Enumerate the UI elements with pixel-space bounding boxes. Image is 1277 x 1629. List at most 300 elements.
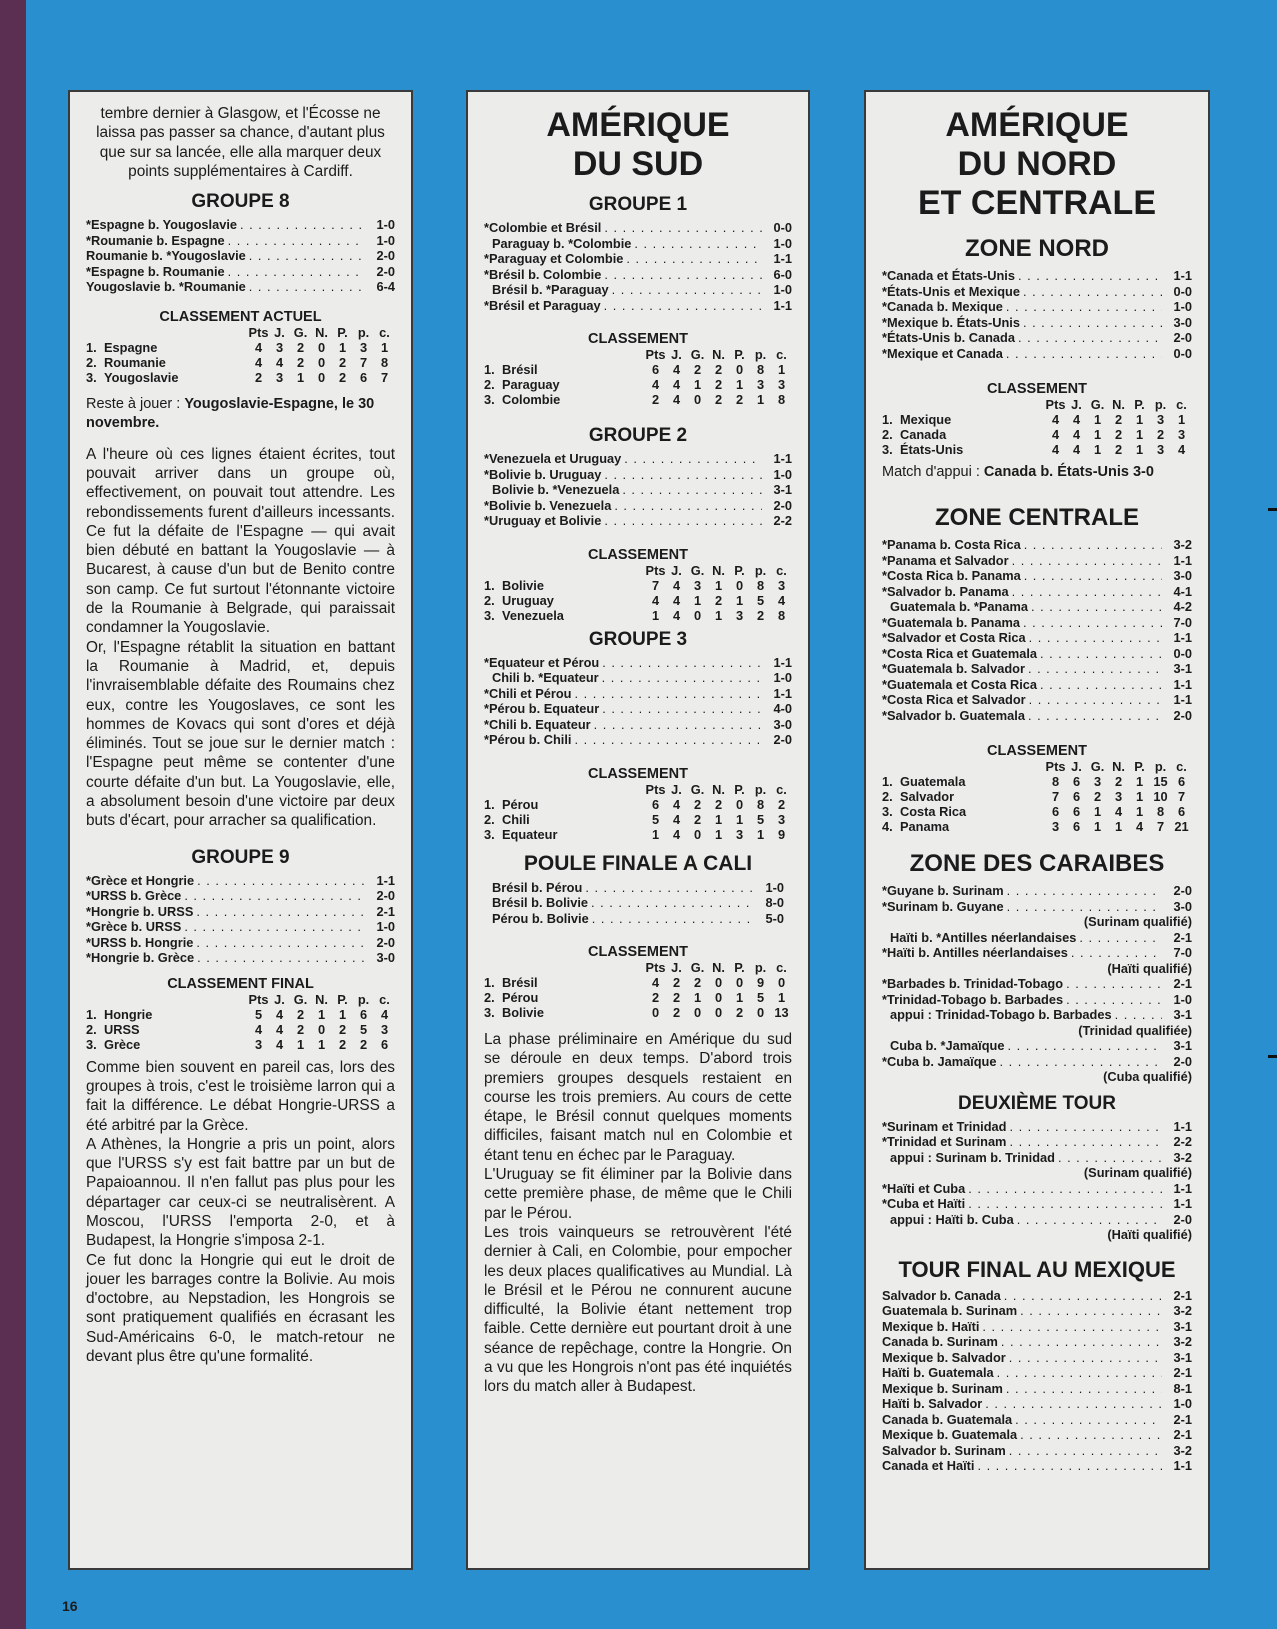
result-row: [882, 692, 1192, 708]
team-cell: [86, 370, 248, 385]
stat-cell: 8: [756, 577, 765, 593]
stat-cell: 6: [651, 362, 660, 377]
team-cell: [484, 1005, 645, 1020]
match-score: 3-2: [1173, 1334, 1192, 1349]
stat-cell: 4: [672, 577, 681, 593]
team-cell: [882, 804, 1045, 819]
stat-cell: 3: [1156, 412, 1165, 427]
dot-leader: [965, 1196, 1162, 1212]
group-1-standings-title: CLASSEMENT: [588, 331, 688, 347]
match-score: 1-0: [1173, 1396, 1192, 1411]
match-label: *Equateur et Pérou: [484, 654, 600, 670]
match-score: 1-1: [773, 251, 792, 266]
stat-cell: 5: [756, 811, 765, 827]
group-1-results: [484, 220, 792, 313]
stat-cell: 6: [1072, 804, 1081, 819]
standings-header-cell: J.: [671, 562, 682, 578]
stat-cell: 7: [1177, 789, 1186, 804]
stat-cell: 0: [317, 1021, 326, 1037]
result-row: [484, 467, 792, 483]
match-label: *États-Unis et Mexique: [882, 283, 1020, 299]
dot-leader: [1020, 615, 1162, 631]
result-row: [882, 599, 1192, 615]
standings-header-row: [484, 960, 792, 975]
match-label: Mexique b. Guatemala: [882, 1427, 1018, 1442]
stat-cell: 4: [275, 1006, 284, 1022]
result-row: [882, 1181, 1192, 1197]
final-pool-title: POULE FINALE A CALI: [523, 851, 753, 875]
standings-header-cell: P.: [734, 347, 745, 362]
team-name: Guatemala: [900, 774, 966, 789]
dot-leader: [1006, 1119, 1162, 1135]
standings-row: [484, 578, 792, 593]
dot-leader: [1005, 1038, 1163, 1054]
match-label: Brésil b. *Paraguay: [492, 282, 609, 297]
rank: 2.: [484, 592, 495, 608]
stat-cell: 2: [1114, 774, 1123, 789]
standings-header-cell: N.: [1112, 397, 1125, 412]
stat-cell: 4: [1177, 442, 1186, 457]
match-label: *Bolivie b. Venezuela: [484, 497, 612, 513]
stat-cell: 1: [1135, 804, 1144, 819]
stat-cell: 0: [693, 826, 702, 842]
dot-leader: [1014, 1212, 1162, 1228]
group-2-title: GROUPE 2: [588, 425, 688, 446]
playoff-value: Canada b. États-Unis 3-0: [983, 464, 1154, 480]
stat-cell: 3: [1093, 774, 1102, 789]
dot-leader: [601, 298, 762, 314]
stat-cell: 5: [756, 592, 765, 608]
team-cell: [882, 819, 1045, 834]
result-row: [484, 732, 792, 748]
result-row: [86, 217, 395, 233]
stat-cell: 2: [672, 1005, 681, 1020]
match-score: 1-0: [773, 282, 792, 297]
match-score: 2-0: [773, 732, 792, 747]
team-name: Chili: [502, 811, 530, 827]
qualification-note: (Surinam qualifié): [1083, 1165, 1192, 1180]
stat-cell: 4: [651, 592, 660, 608]
stat-cell: 0: [317, 354, 326, 370]
rank: 3.: [484, 607, 495, 623]
match-label: *Mexique et Canada: [882, 345, 1003, 361]
standings-row: [882, 819, 1192, 834]
group-9-results: [86, 873, 395, 966]
match-label: Pérou b. Bolivie: [492, 910, 589, 926]
team-cell: [484, 608, 645, 623]
standings-header-cell: P.: [734, 562, 745, 578]
second-round-title: DEUXIÈME TOUR: [957, 1092, 1116, 1114]
match-label: Guatemala b. Surinam: [882, 1303, 1018, 1318]
dot-leader: [621, 451, 762, 467]
match-score: 2-1: [1173, 976, 1192, 991]
result-row: [882, 1412, 1192, 1428]
team-cell: [484, 827, 645, 842]
dot-leader: [1009, 553, 1162, 569]
stat-cell: 4: [1072, 412, 1081, 427]
group-8-standings-table: [86, 325, 395, 385]
result-row: [484, 701, 792, 717]
standings-header-cell: N.: [712, 781, 725, 797]
stat-cell: 5: [359, 1021, 368, 1037]
page-number: 16: [62, 1598, 78, 1614]
stat-cell: 1: [296, 1036, 305, 1052]
stat-cell: 0: [714, 975, 723, 990]
result-row: [492, 880, 784, 896]
match-label: Guatemala b. *Panama: [890, 599, 1028, 614]
stat-cell: 2: [338, 1021, 347, 1037]
match-score: 3-0: [376, 950, 395, 966]
match-score: 2-0: [376, 248, 395, 264]
stat-cell: 3: [777, 377, 786, 392]
stat-cell: 1: [1114, 819, 1123, 834]
match-score: 1-0: [1173, 299, 1192, 314]
match-label: *Trinidad-Tobago b. Barbades: [882, 991, 1064, 1007]
stat-cell: 4: [651, 975, 660, 990]
group-9-title: GROUPE 9: [191, 846, 290, 868]
dot-leader: [1037, 677, 1162, 693]
stat-cell: 1: [338, 1006, 347, 1022]
final-pool-standings-table: [484, 960, 792, 1020]
team-name: Pérou: [502, 990, 539, 1005]
rank: 4.: [882, 819, 893, 834]
result-row: [882, 315, 1192, 331]
article-paragraph: A Athènes, la Hongrie a pris un point, alors que l'URSS s'y est fait battre par un but de Papaioannou. Il n'en fallut pas plus pour les départager car ceux-ci se neutralisèrent. A Moscou, l'URSS l'emporta 2-0, et à Budapest, la Hongrie s'imposa 2-1.: [86, 1135, 395, 1250]
standings-header-cell: J.: [671, 960, 682, 975]
standings-row: [882, 442, 1192, 457]
result-row: [882, 299, 1192, 315]
match-label: Canada b. Guatemala: [882, 1411, 1013, 1427]
stat-cell: 1: [651, 826, 660, 842]
qualification-note: (Cuba qualifié): [1103, 1069, 1192, 1084]
match-label: Salvador b. Surinam: [882, 1442, 1006, 1458]
match-label: Salvador b. Canada: [882, 1287, 1001, 1303]
stat-cell: 2: [672, 975, 681, 990]
stat-cell: 2: [714, 362, 723, 377]
dot-leader: [1003, 1381, 1162, 1397]
standings-header-cell: Pts: [645, 960, 666, 975]
standings-header-cell: Pts: [645, 347, 666, 362]
match-label: *Canada b. Mexique: [882, 299, 1003, 314]
result-row: [484, 282, 792, 298]
result-row: [882, 930, 1192, 946]
dot-leader: [1009, 584, 1162, 600]
stat-cell: 4: [275, 1021, 284, 1037]
stat-cell: 0: [693, 1005, 702, 1020]
result-row: [882, 1134, 1192, 1150]
standings-header-cell: Pts: [248, 324, 269, 340]
header-spacer: [882, 759, 1045, 774]
rank: 2.: [86, 354, 97, 370]
result-row: [484, 236, 792, 252]
match-label: *Costa Rica b. Panama: [882, 568, 1021, 583]
stat-cell: 2: [651, 392, 660, 407]
match-score: 1-1: [773, 297, 792, 313]
standings-row: [86, 370, 395, 385]
result-row: [882, 1054, 1192, 1070]
stat-cell: 8: [1156, 804, 1165, 819]
standings-row: [484, 392, 792, 407]
dot-leader: [631, 236, 762, 252]
stat-cell: 6: [1072, 789, 1081, 804]
dot-leader: [1026, 630, 1162, 646]
standings-row: [882, 804, 1192, 819]
stat-cell: 1: [1135, 412, 1144, 427]
result-row: [492, 911, 784, 927]
result-row: [882, 615, 1192, 631]
team-name: Paraguay: [502, 377, 560, 392]
dot-leader: [193, 904, 365, 920]
stat-cell: 4: [254, 1021, 263, 1037]
section-title-north-central-america: [882, 106, 1192, 223]
standings-row: [484, 812, 792, 827]
standings-header-cell: p.: [357, 324, 370, 340]
rank: 1.: [882, 412, 893, 427]
edge-mark: [1268, 508, 1277, 511]
stat-cell: 1: [380, 339, 389, 355]
standings-row: [86, 1037, 395, 1052]
standings-header-cell: G.: [1090, 397, 1105, 412]
stat-cell: 1: [735, 811, 744, 827]
dot-leader: [1076, 930, 1162, 946]
standings-header-cell: Pts: [1045, 397, 1066, 412]
match-score: 1-1: [1173, 676, 1192, 692]
match-label: *Guatemala b. Salvador: [882, 661, 1025, 676]
stat-cell: 2: [756, 607, 765, 623]
match-label: *Hongrie b. URSS: [86, 903, 194, 919]
standings-header-cell: N.: [315, 324, 328, 340]
dot-leader: [1021, 537, 1162, 553]
stat-cell: 1: [1093, 412, 1102, 427]
match-label: *Salvador b. Panama: [882, 583, 1009, 599]
result-row: [484, 686, 792, 702]
dot-leader: [1015, 330, 1162, 346]
standings-header-cell: J.: [274, 991, 285, 1007]
standings-header-row: [86, 992, 395, 1007]
match-score: 4-2: [1173, 599, 1192, 614]
standings-header-cell: c.: [379, 991, 390, 1007]
group-9-standings-table: [86, 992, 395, 1052]
standings-row: [86, 1007, 395, 1022]
stat-cell: 2: [693, 811, 702, 827]
match-label: *Hongrie b. Grèce: [86, 950, 195, 966]
match-score: 1-0: [773, 670, 792, 685]
stat-cell: 6: [1072, 819, 1081, 834]
stat-cell: 3: [756, 377, 765, 392]
team-cell: [86, 1037, 248, 1052]
result-row: [882, 630, 1192, 646]
match-label: *Uruguay et Bolivie: [484, 513, 602, 528]
team-cell: [484, 578, 645, 593]
stat-cell: 2: [1114, 442, 1123, 457]
stat-cell: 3: [735, 826, 744, 842]
stat-cell: 8: [777, 607, 786, 623]
match-score: 4-0: [773, 701, 792, 716]
standings-header-row: [484, 782, 792, 797]
column-south-america: [466, 90, 810, 1570]
match-label: *Surinam et Trinidad: [882, 1118, 1007, 1134]
stat-cell: 1: [756, 826, 765, 842]
match-label: Haïti b. Salvador: [882, 1396, 983, 1411]
result-row: [882, 568, 1192, 584]
dot-leader: [571, 732, 762, 748]
standings-header-row: [86, 325, 395, 340]
standings-header-cell: p.: [1154, 397, 1167, 412]
standings-header-cell: N.: [315, 991, 328, 1007]
match-score: 3-0: [1173, 314, 1192, 330]
dot-leader: [194, 950, 365, 966]
edge-mark: [1268, 1055, 1277, 1058]
stat-cell: 3: [1177, 427, 1186, 442]
standings-header-cell: P.: [734, 960, 745, 975]
standings-header-cell: c.: [1176, 759, 1187, 774]
team-name: Salvador: [900, 789, 955, 804]
rank: 2.: [484, 811, 495, 827]
match-label: *Grèce et Hongrie: [86, 872, 195, 888]
match-score: 3-1: [1173, 1038, 1192, 1053]
stat-cell: 3: [275, 339, 284, 355]
result-row: [484, 513, 792, 529]
dot-leader: [601, 267, 762, 283]
dot-leader: [1020, 315, 1162, 331]
standings-header-cell: N.: [712, 347, 725, 362]
standings-row: [86, 355, 395, 370]
match-label: *Cuba et Haïti: [882, 1196, 966, 1211]
header-spacer: [484, 782, 645, 797]
group-3-standings-table: [484, 782, 792, 842]
result-row: [484, 655, 792, 671]
stat-cell: 0: [756, 1005, 765, 1020]
team-name: Pérou: [502, 796, 539, 812]
match-score: 1-0: [376, 217, 395, 233]
standings-row: [484, 1005, 792, 1020]
match-label: Yougoslavie b. *Roumanie: [86, 279, 246, 295]
qualification-note: (Trinidad qualifiée): [1078, 1022, 1192, 1038]
qualification-note: (Haïti qualifié): [1107, 1227, 1192, 1242]
match-score: 3-0: [773, 716, 792, 732]
standings-header-cell: p.: [754, 562, 767, 578]
result-row: [882, 584, 1192, 600]
team-cell: [882, 412, 1045, 427]
match-score: 1-1: [773, 685, 792, 701]
group-1-standings-table: [484, 347, 792, 407]
stat-cell: 4: [672, 607, 681, 623]
match-label: *URSS b. Hongrie: [86, 934, 194, 950]
match-label: *Panama et Salvador: [882, 552, 1009, 568]
rank: 1.: [882, 774, 893, 789]
stat-cell: 7: [359, 354, 368, 370]
team-cell: [484, 362, 645, 377]
stat-cell: 2: [296, 1021, 305, 1037]
team-name: Mexique: [900, 412, 952, 427]
result-row: [86, 279, 395, 295]
match-score: 1-1: [773, 451, 792, 466]
result-row: [882, 1319, 1192, 1335]
match-label: *Brésil b. Colombie: [484, 266, 602, 282]
stat-cell: 3: [777, 577, 786, 593]
team-cell: [882, 774, 1045, 789]
team-cell: [86, 355, 248, 370]
match-label: *Panama b. Costa Rica: [882, 537, 1021, 552]
match-label: *Canada et États-Unis: [882, 268, 1015, 283]
match-label: Brésil b. Pérou: [492, 879, 583, 895]
stat-cell: 1: [714, 607, 723, 623]
stat-cell: 2: [735, 1005, 744, 1020]
match-score: 1-1: [1173, 1180, 1192, 1196]
group-3-standings-title: CLASSEMENT: [588, 765, 688, 782]
standings-header-cell: N.: [712, 960, 725, 975]
standings-header-cell: P.: [1134, 397, 1145, 412]
team-cell: [484, 377, 645, 392]
remaining-match-note: [86, 395, 395, 433]
result-row: [882, 1381, 1192, 1397]
article-paragraph: Comme bien souvent en pareil cas, lors des groupes à trois, c'est le troisième larron qui a fait la différence. Le débat Hongrie-URSS a été arbitré par la Grèce.: [86, 1058, 395, 1134]
dot-leader: [974, 1458, 1162, 1474]
remaining-value: Yougoslavie-Espagne, le 30 novembre.: [86, 395, 375, 431]
standings-header-cell: G.: [690, 562, 705, 578]
group-8-title: GROUPE 8: [191, 191, 290, 213]
match-score: 8-0: [765, 895, 784, 910]
standings-header-cell: P.: [1134, 759, 1145, 774]
match-label: *Bolivie b. Uruguay: [484, 466, 602, 482]
stat-cell: 2: [359, 1036, 368, 1052]
rank: 2.: [484, 377, 495, 392]
dot-leader: [599, 701, 762, 717]
stat-cell: 2: [777, 796, 786, 812]
dot-leader: [1003, 346, 1162, 362]
standings-header-cell: G.: [690, 960, 705, 975]
team-name: Bolivie: [502, 1005, 544, 1020]
stat-cell: 1: [338, 339, 347, 355]
match-score: 3-1: [773, 482, 792, 497]
result-row: [882, 1303, 1192, 1319]
result-row: [86, 919, 395, 935]
rank: 1.: [484, 796, 495, 812]
match-score: 2-0: [1173, 330, 1192, 345]
team-name: Brésil: [502, 975, 538, 990]
rank: 1.: [484, 362, 495, 377]
match-label: Haïti b. Guatemala: [882, 1365, 994, 1380]
stat-cell: 4: [380, 1006, 389, 1022]
stat-cell: 1: [1135, 427, 1144, 442]
stat-cell: 7: [1051, 789, 1060, 804]
stat-cell: 4: [672, 377, 681, 392]
column-europe-groups: [68, 90, 413, 1570]
stat-cell: 2: [735, 392, 744, 407]
group-2-standings-table: [484, 563, 792, 623]
stat-cell: 15: [1153, 774, 1168, 789]
standings-row: [484, 797, 792, 812]
match-label: Haïti b. *Antilles néerlandaises: [890, 929, 1077, 945]
rank: 3.: [86, 369, 97, 385]
standings-row: [484, 377, 792, 392]
stat-cell: 1: [714, 811, 723, 827]
standings-row: [484, 990, 792, 1005]
second-round-results: [882, 1119, 1192, 1243]
match-label: *Pérou b. Chili: [484, 732, 572, 747]
result-row: [882, 899, 1192, 915]
team-cell: [86, 340, 248, 355]
standings-header-cell: p.: [754, 960, 767, 975]
group-8-standings-title: CLASSEMENT ACTUEL: [159, 308, 322, 325]
standings-header-cell: P.: [337, 991, 348, 1007]
result-row: [882, 1427, 1192, 1443]
stat-cell: 3: [275, 369, 284, 385]
stat-cell: 21: [1174, 819, 1189, 834]
team-name: Bolivie: [502, 577, 544, 593]
dot-leader: [237, 217, 365, 233]
match-score: 2-1: [1173, 1287, 1192, 1303]
